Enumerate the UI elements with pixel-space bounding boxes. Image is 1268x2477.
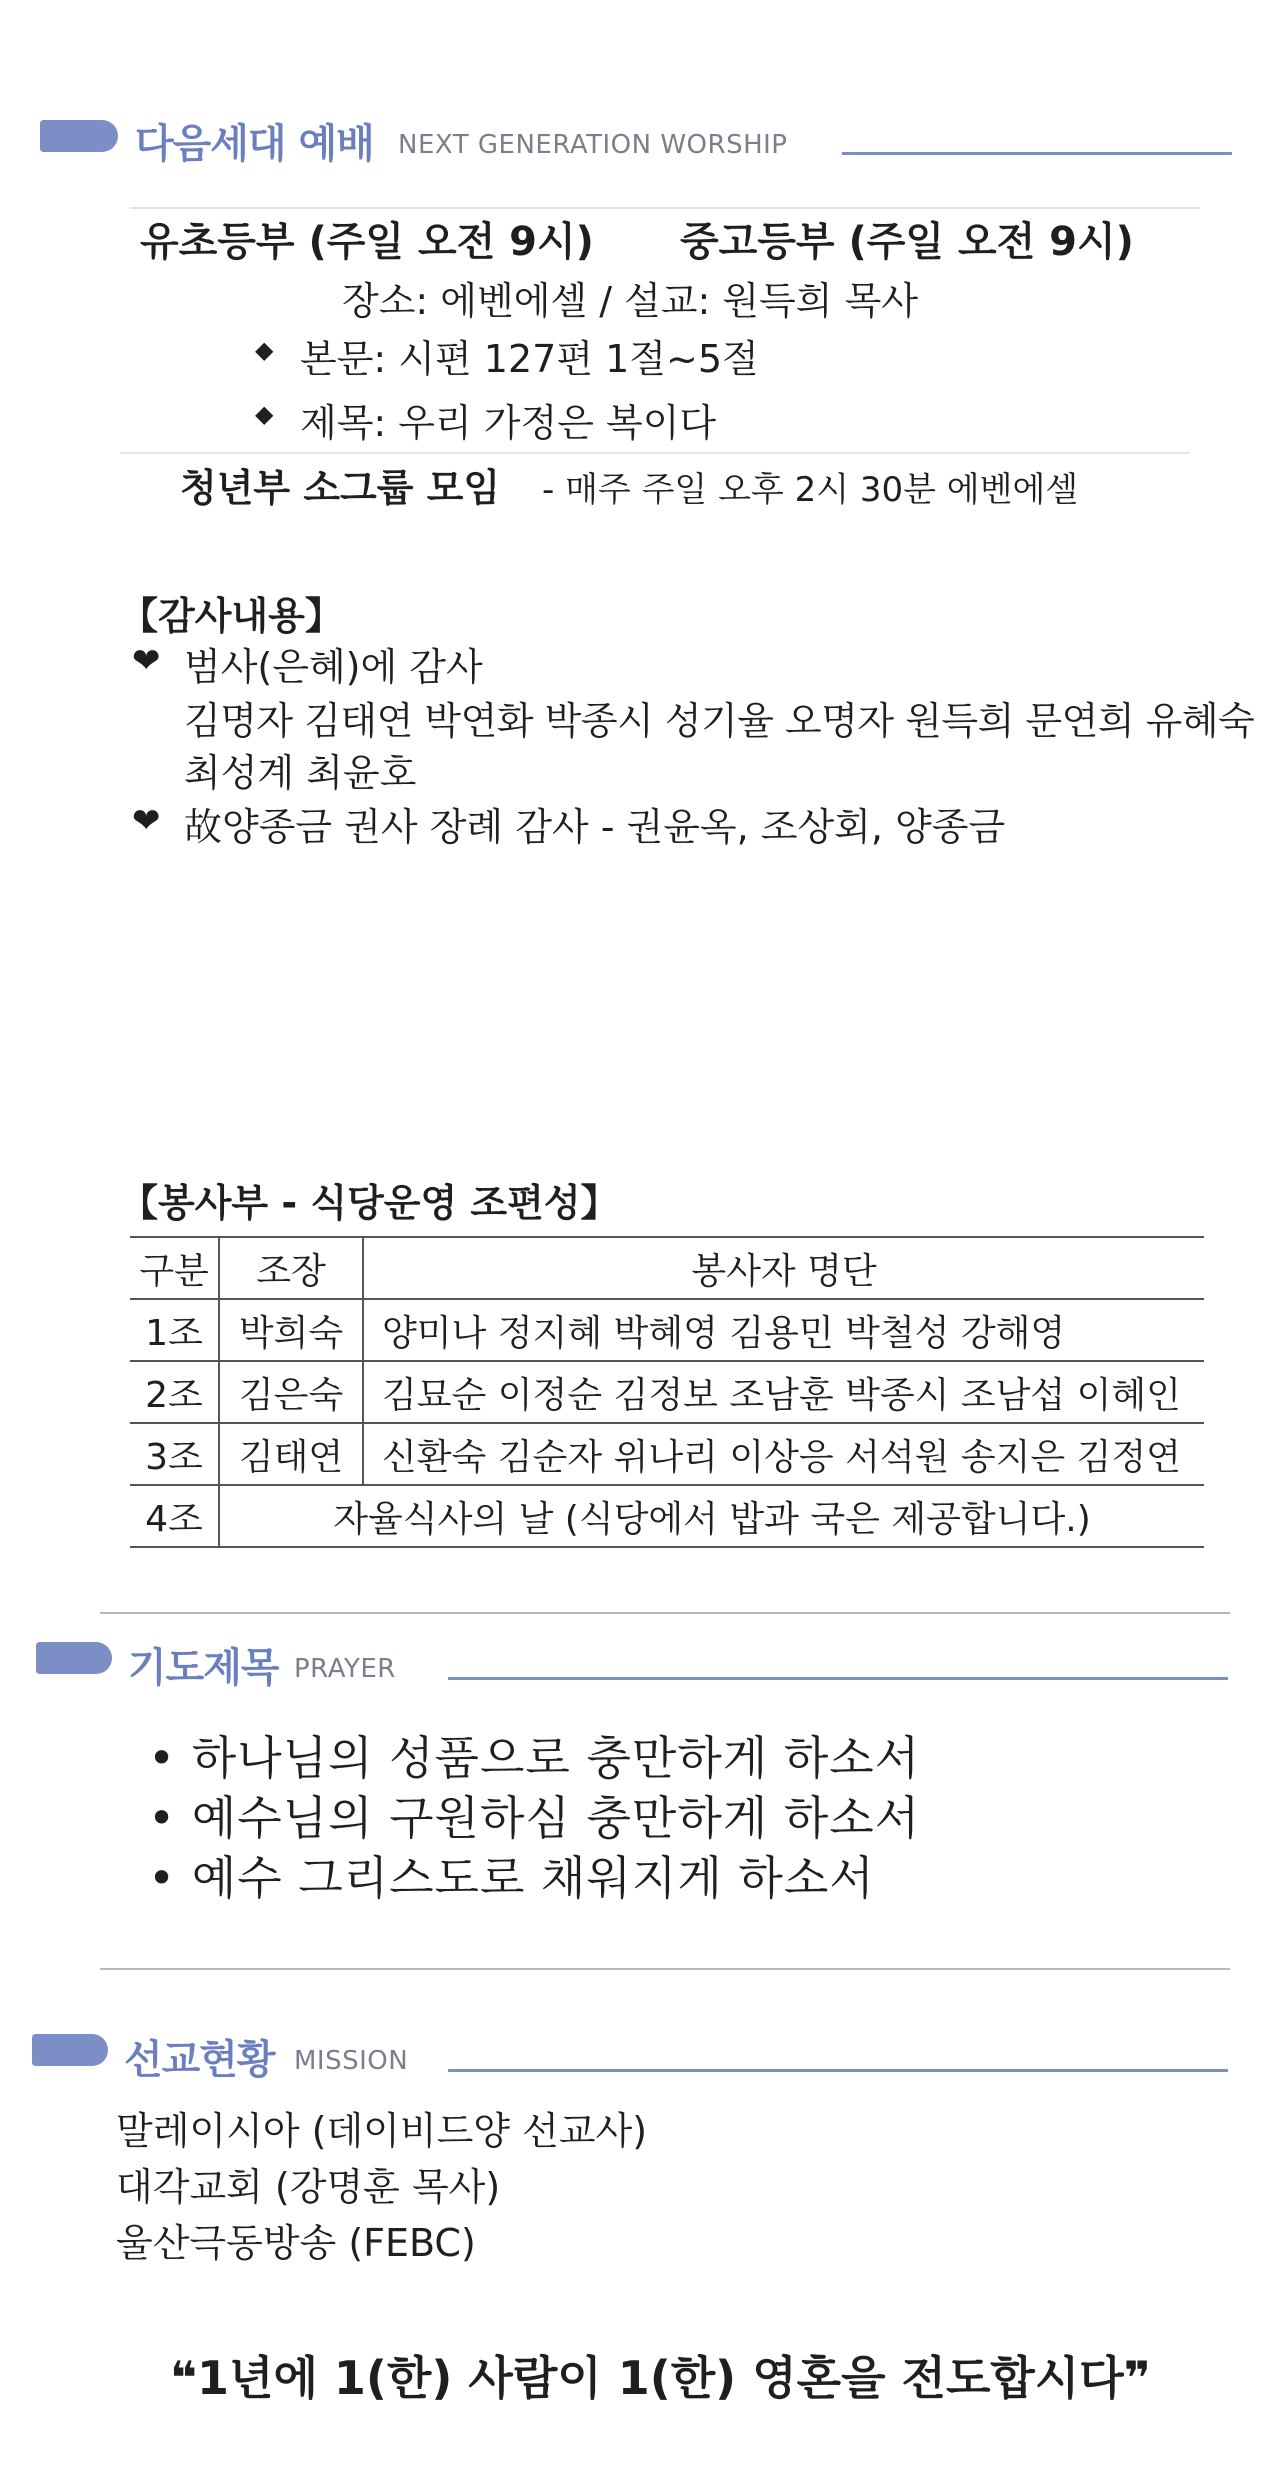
prayer-item: • 예수 그리스도로 채워지게 하소서 <box>148 1851 875 1905</box>
diamond-bullet-icon: ◆ <box>255 400 274 428</box>
section-marker <box>36 1642 112 1674</box>
section-rule <box>448 1677 1228 1680</box>
header-leader: 조장 <box>219 1237 363 1299</box>
kids-service-label: 유초등부 (주일 오전 9시) <box>140 219 594 265</box>
divider <box>120 452 1190 454</box>
divider <box>130 207 1200 209</box>
service-heading: 【봉사부 - 식당운영 조편성】 <box>120 1181 619 1225</box>
mission-item: 대각교회 (강명훈 목사) <box>116 2165 501 2209</box>
self-meal-note: 자율식사의 날 (식당에서 밥과 국은 제공합니다.) <box>219 1485 1204 1547</box>
members-cell: 김묘순 이정순 김정보 조남훈 박종시 조남섭 이혜인 <box>363 1361 1204 1423</box>
leader-cell: 박희숙 <box>219 1299 363 1361</box>
sermon-title-line: 제목: 우리 가정은 복이다 <box>300 401 717 445</box>
table-row <box>130 1423 1204 1485</box>
prayer-item: • 예수님의 구원하심 충만하게 하소서 <box>148 1791 921 1845</box>
mission-title: 선교현황 <box>124 2037 275 2083</box>
scripture-line: 본문: 시편 127편 1절~5절 <box>300 337 759 381</box>
table-header-row <box>130 1237 1204 1299</box>
mission-item: 울산극동방송 (FEBC) <box>116 2221 476 2265</box>
table-row <box>130 1299 1204 1361</box>
thanks-heading: 【감사내용】 <box>120 594 343 638</box>
table-row <box>130 1485 1204 1547</box>
members-cell: 양미나 정지혜 박혜영 김용민 박철성 강해영 <box>363 1299 1204 1361</box>
young-adults-label: 청년부 소그룹 모임 <box>180 466 501 510</box>
divider <box>100 1968 1230 1970</box>
diamond-bullet-icon: ◆ <box>255 336 274 364</box>
prayer-subtitle: PRAYER <box>294 1654 396 1684</box>
thanks-names-line-1: 김명자 김태연 박연화 박종시 성기율 오명자 원득희 문연희 유혜숙 <box>184 699 1255 743</box>
divider <box>100 1612 1230 1614</box>
young-adults-info: - 매주 주일 오후 2시 30분 에벤에셀 <box>542 470 1079 510</box>
prayer-title: 기도제목 <box>128 1645 279 1691</box>
section-marker <box>40 120 118 152</box>
next-gen-subtitle: NEXT GENERATION WORSHIP <box>398 130 788 160</box>
group-cell: 2조 <box>130 1361 219 1423</box>
section-rule <box>448 2069 1228 2072</box>
thanks-item-1: 범사(은혜)에 감사 <box>184 645 483 689</box>
group-cell: 1조 <box>130 1299 219 1361</box>
thanks-names-line-2: 최성계 최윤호 <box>184 751 417 795</box>
section-marker <box>32 2034 108 2066</box>
group-cell: 4조 <box>130 1485 219 1547</box>
evangelism-slogan: ❝1년에 1(한) 사람이 1(한) 영혼을 전도합시다❞ <box>170 2351 1151 2405</box>
table-row <box>130 1361 1204 1423</box>
leader-cell: 김태연 <box>219 1423 363 1485</box>
heart-icon: ❤ <box>132 641 161 681</box>
prayer-item: • 하나님의 성품으로 충만하게 하소서 <box>148 1731 921 1785</box>
leader-cell: 김은숙 <box>219 1361 363 1423</box>
thanks-item-2: 故양종금 권사 장례 감사 - 권윤옥, 조상회, 양종금 <box>184 805 1006 849</box>
mission-item: 말레이시아 (데이비드양 선교사) <box>116 2109 648 2153</box>
service-table <box>130 1236 1204 1548</box>
mission-subtitle: MISSION <box>294 2046 409 2076</box>
heart-icon: ❤ <box>132 801 161 841</box>
header-members: 봉사자 명단 <box>363 1237 1204 1299</box>
header-group: 구분 <box>130 1237 219 1299</box>
place-preacher-line: 장소: 에벤에셀 / 설교: 원득희 목사 <box>342 279 919 323</box>
youth-service-label: 중고등부 (주일 오전 9시) <box>680 219 1134 265</box>
group-cell: 3조 <box>130 1423 219 1485</box>
next-gen-title: 다음세대 예배 <box>135 121 374 167</box>
section-rule <box>842 152 1232 155</box>
members-cell: 신환숙 김순자 위나리 이상응 서석원 송지은 김정연 <box>363 1423 1204 1485</box>
